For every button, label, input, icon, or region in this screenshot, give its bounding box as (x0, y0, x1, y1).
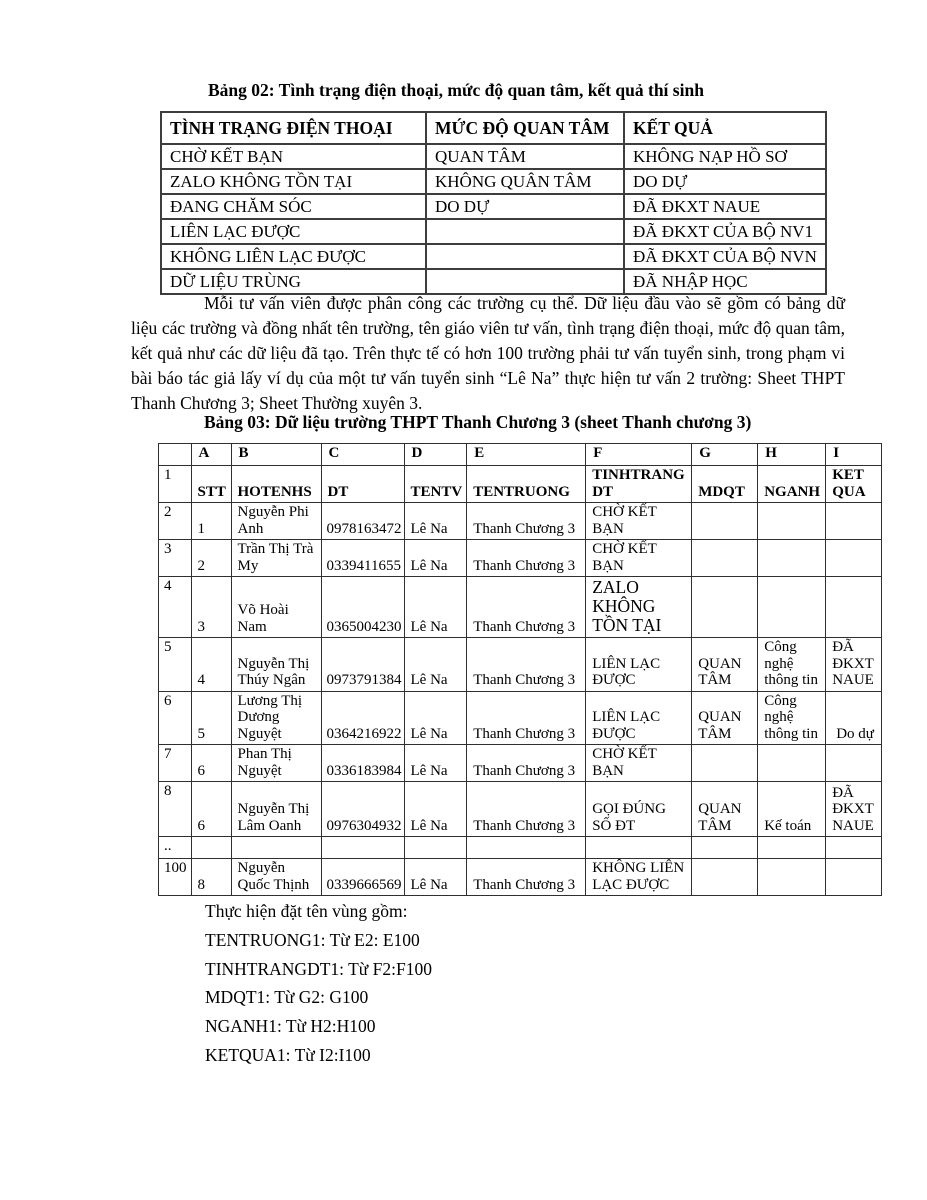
cell-tentruong: Thanh Chương 3 (467, 691, 586, 745)
cell: ĐÃ ĐKXT CỦA BỘ NVN (624, 244, 826, 269)
cell-nganh (758, 837, 826, 859)
cell-mdqt (692, 859, 758, 896)
table-02 (160, 111, 827, 295)
named-range-item: MDQT1: Từ G2: G100 (205, 987, 369, 1008)
cell-tentruong: Thanh Chương 3 (467, 745, 586, 782)
header-cell: TÌNH TRẠNG ĐIỆN THOẠI (161, 112, 426, 144)
cell-tentruong (467, 837, 586, 859)
cell: KHÔNG LIÊN LẠC ĐƯỢC (161, 244, 426, 269)
cell-mdqt: QUAN TÂM (692, 638, 758, 692)
cell-stt: 6 (191, 782, 231, 837)
cell-dt: 0365004230 (321, 577, 404, 638)
table-03 (158, 443, 882, 896)
column-letter-cell: E (467, 444, 586, 466)
sheet-row (159, 638, 882, 692)
column-letters-row (159, 444, 882, 466)
cell (426, 244, 624, 269)
cell-tentruong: Thanh Chương 3 (467, 577, 586, 638)
named-range-item: KETQUA1: Từ I2:I100 (205, 1044, 371, 1065)
column-letter-cell: D (404, 444, 467, 466)
field-header-cell: TENTRUONG (467, 466, 586, 503)
row-number-cell: 3 (159, 540, 192, 577)
cell-stt: 4 (191, 638, 231, 692)
cell-ketqua (826, 577, 882, 638)
cell-hotenhs: Trần Thị Trà My (231, 540, 321, 577)
field-header-cell: STT (191, 466, 231, 503)
named-range-item: NGANH1: Từ H2:H100 (205, 1016, 376, 1037)
field-header-row (159, 466, 882, 503)
named-ranges-intro: Thực hiện đặt tên vùng gồm: (205, 901, 408, 921)
header-cell: KẾT QUẢ (624, 112, 826, 144)
sheet-row (159, 745, 882, 782)
cell-tinhtrangdt: CHỜ KẾT BẠN (586, 745, 692, 782)
cell-nganh: Công nghệ thông tin (758, 638, 826, 692)
table-row (161, 219, 826, 244)
cell: ĐÃ ĐKXT CỦA BỘ NV1 (624, 219, 826, 244)
cell-nganh (758, 503, 826, 540)
cell: KHÔNG QUÂN TÂM (426, 169, 624, 194)
cell: QUAN TÂM (426, 144, 624, 169)
cell-ketqua: ĐÃ ĐKXT NAUE (826, 782, 882, 837)
cell-tentv: Lê Na (404, 859, 467, 896)
field-header-cell: NGANH (758, 466, 826, 503)
cell-tinhtrangdt: LIÊN LẠC ĐƯỢC (586, 638, 692, 692)
field-header-cell: DT (321, 466, 404, 503)
column-letter-cell: G (692, 444, 758, 466)
column-letter-cell: H (758, 444, 826, 466)
field-header-cell: TINHTRANG DT (586, 466, 692, 503)
cell-tentruong: Thanh Chương 3 (467, 782, 586, 837)
cell-mdqt (692, 503, 758, 540)
header-cell: MỨC ĐỘ QUAN TÂM (426, 112, 624, 144)
column-letter-cell: I (826, 444, 882, 466)
column-letter-cell: C (321, 444, 404, 466)
cell-tentruong: Thanh Chương 3 (467, 503, 586, 540)
row-number-cell: 1 (159, 466, 192, 503)
cell-stt: 6 (191, 745, 231, 782)
cell-stt (191, 837, 231, 859)
cell-hotenhs: Phan Thị Nguyệt (231, 745, 321, 782)
field-header-cell: KET QUA (826, 466, 882, 503)
cell-dt: 0339666569 (321, 859, 404, 896)
cell: ĐÃ ĐKXT NAUE (624, 194, 826, 219)
cell: DỮ LIỆU TRÙNG (161, 269, 426, 294)
sheet-row (159, 503, 882, 540)
cell-ketqua: Do dự (826, 691, 882, 745)
table-row (161, 169, 826, 194)
row-number-cell: 6 (159, 691, 192, 745)
cell-tentv: Lê Na (404, 638, 467, 692)
table-row (161, 144, 826, 169)
cell-mdqt (692, 540, 758, 577)
cell-tentruong: Thanh Chương 3 (467, 540, 586, 577)
corner-cell (159, 444, 192, 466)
cell-tentv: Lê Na (404, 782, 467, 837)
row-number-cell: 100 (159, 859, 192, 896)
field-header-cell: TENTV (404, 466, 467, 503)
cell-ketqua (826, 859, 882, 896)
sheet-row (159, 577, 882, 638)
table-row (161, 244, 826, 269)
cell-hotenhs: Võ Hoài Nam (231, 577, 321, 638)
row-number-cell: 5 (159, 638, 192, 692)
cell-mdqt: QUAN TÂM (692, 691, 758, 745)
named-range-item: TENTRUONG1: Từ E2: E100 (205, 929, 420, 950)
cell: DO DỰ (624, 169, 826, 194)
table-02-caption: Bảng 02: Tình trạng điện thoại, mức độ quan tâm, kết quả thí sinh (208, 80, 704, 100)
cell-dt: 0973791384 (321, 638, 404, 692)
sheet-row (159, 540, 882, 577)
cell: DO DỰ (426, 194, 624, 219)
cell-hotenhs: Nguyễn Phi Anh (231, 503, 321, 540)
sheet-row (159, 859, 882, 896)
cell-tinhtrangdt (586, 837, 692, 859)
cell-nganh (758, 540, 826, 577)
cell-dt: 0339411655 (321, 540, 404, 577)
cell-tinhtrangdt: CHỜ KẾT BẠN (586, 540, 692, 577)
cell-ketqua (826, 745, 882, 782)
row-number-cell: 7 (159, 745, 192, 782)
field-header-cell: HOTENHS (231, 466, 321, 503)
cell-nganh (758, 577, 826, 638)
cell-dt: 0976304932 (321, 782, 404, 837)
cell-tinhtrangdt: CHỜ KẾT BẠN (586, 503, 692, 540)
cell-stt: 8 (191, 859, 231, 896)
cell (426, 219, 624, 244)
cell-dt (321, 837, 404, 859)
table-row (161, 112, 826, 144)
table-03-caption: Bảng 03: Dữ liệu trường THPT Thanh Chương 3 (sheet Thanh chương 3) (204, 412, 752, 432)
cell-tentv (404, 837, 467, 859)
cell-nganh (758, 745, 826, 782)
cell-tentruong: Thanh Chương 3 (467, 638, 586, 692)
row-number-cell: 2 (159, 503, 192, 540)
cell-tentv: Lê Na (404, 691, 467, 745)
cell-mdqt (692, 837, 758, 859)
field-header-cell: MDQT (692, 466, 758, 503)
cell-tinhtrangdt: GỌI ĐÚNG SỐ ĐT (586, 782, 692, 837)
cell-hotenhs: Nguyễn Thị Thúy Ngân (231, 638, 321, 692)
cell-hotenhs: Lương Thị Dương Nguyệt (231, 691, 321, 745)
row-number-cell: 4 (159, 577, 192, 638)
column-letter-cell: F (586, 444, 692, 466)
cell-dt: 0978163472 (321, 503, 404, 540)
cell-ketqua: ĐÃ ĐKXT NAUE (826, 638, 882, 692)
cell-stt: 2 (191, 540, 231, 577)
sheet-row (159, 691, 882, 745)
cell: KHÔNG NẠP HỒ SƠ (624, 144, 826, 169)
cell-mdqt (692, 577, 758, 638)
cell-tentv: Lê Na (404, 577, 467, 638)
table-row (161, 194, 826, 219)
cell-tentv: Lê Na (404, 540, 467, 577)
cell: ZALO KHÔNG TỒN TẠI (161, 169, 426, 194)
cell-tinhtrangdt: ZALO KHÔNG TỒN TẠI (586, 577, 692, 638)
column-letter-cell: A (191, 444, 231, 466)
row-number-cell: .. (159, 837, 192, 859)
cell-stt: 1 (191, 503, 231, 540)
cell-tentruong: Thanh Chương 3 (467, 859, 586, 896)
cell: ĐANG CHĂM SÓC (161, 194, 426, 219)
cell-hotenhs (231, 837, 321, 859)
cell-nganh (758, 859, 826, 896)
sheet-row (159, 782, 882, 837)
cell-hotenhs: Nguyễn Quốc Thịnh (231, 859, 321, 896)
cell-mdqt (692, 745, 758, 782)
column-letter-cell: B (231, 444, 321, 466)
row-number-cell: 8 (159, 782, 192, 837)
cell-dt: 0364216922 (321, 691, 404, 745)
cell-nganh: Công nghệ thông tin (758, 691, 826, 745)
cell-ketqua (826, 837, 882, 859)
cell-tentv: Lê Na (404, 503, 467, 540)
cell: CHỜ KẾT BẠN (161, 144, 426, 169)
body-paragraph: Mỗi tư vấn viên được phân công các trường cụ thể. Dữ liệu đầu vào sẽ gồm có bảng dữ liệu các trường và đồng nhất tên trường, tên giáo viên tư vấn, tình trạng điện thoại, mức độ quan tâm, kết quả như các dữ liệu đã tạo. Trên thực tế có hơn 100 trường phải tư vấn tuyển sinh, trong phạm vi bài báo tác giả lấy ví dụ của một tư vấn tuyển sinh “Lê Na” thực hiện tư vấn 2 trường: Sheet THPT Thanh Chương 3; Sheet Thường xuyên 3. (131, 293, 845, 413)
cell-stt: 3 (191, 577, 231, 638)
cell-mdqt: QUAN TÂM (692, 782, 758, 837)
named-ranges (205, 897, 432, 1070)
cell-nganh: Kế toán (758, 782, 826, 837)
named-range-item: TINHTRANGDT1: Từ F2:F100 (205, 958, 432, 979)
cell: ĐÃ NHẬP HỌC (624, 269, 826, 294)
cell: LIÊN LẠC ĐƯỢC (161, 219, 426, 244)
cell-tentv: Lê Na (404, 745, 467, 782)
sheet-row (159, 837, 882, 859)
cell-dt: 0336183984 (321, 745, 404, 782)
cell-tinhtrangdt: LIÊN LẠC ĐƯỢC (586, 691, 692, 745)
cell-hotenhs: Nguyễn Thị Lâm Oanh (231, 782, 321, 837)
cell-ketqua (826, 540, 882, 577)
cell-stt: 5 (191, 691, 231, 745)
cell-ketqua (826, 503, 882, 540)
cell-tinhtrangdt: KHÔNG LIÊN LẠC ĐƯỢC (586, 859, 692, 896)
